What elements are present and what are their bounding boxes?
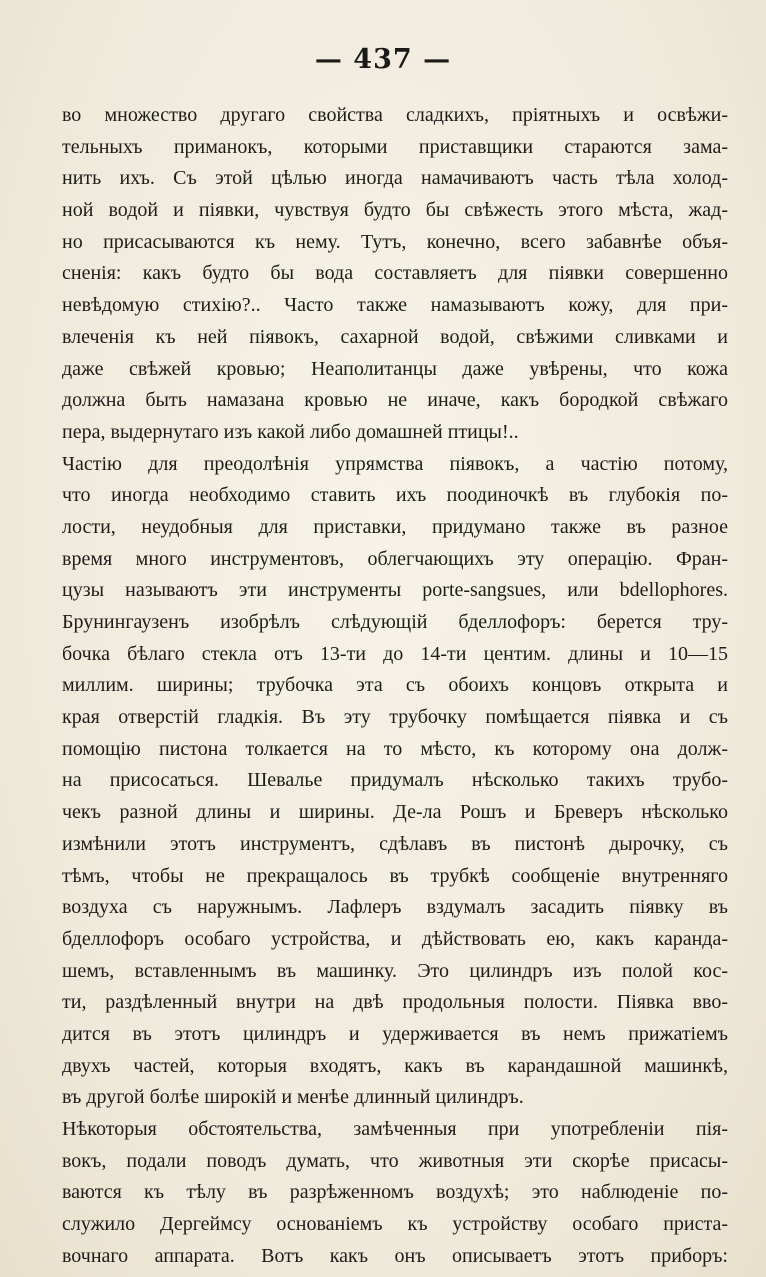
paragraph-2 [62,449,728,1114]
text-line: Брунингаузенъ изобрѣлъ слѣдующiй бделлофоръ: берется тру- [62,611,728,633]
text-line: ти, раздѣленный внутри на двѣ продольныя полости. Пiявка вво- [62,991,728,1014]
text-line: лости, неудобныя для приставки, придумано также въ разное [62,515,728,538]
text-line: помощiю пистона толкается на то мѣсто, къ которому она долж- [62,737,728,760]
text-line: Нѣкоторыя обстоятельства, замѣченныя при употребленiи пiя- [62,1118,728,1140]
text-line [62,449,728,481]
text-line: ваются къ тѣлу въ разрѣженномъ воздухѣ; это наблюденiе по- [62,1181,728,1204]
text-line: тельныхъ приманокъ, которыми приставщики стараются зама- [62,135,728,158]
text-line: шемъ, вставленнымъ въ машинку. Это цилиндръ изъ полой кос- [62,959,728,982]
paragraph-3 [62,1114,728,1272]
text-line: вокъ, подали поводъ думать, что животныя эти скорѣе присасы- [62,1149,728,1172]
text-line: края отверстiй гладкiя. Въ эту трубочку помѣщается пiявка и съ [62,706,728,729]
text-line: невѣдомую стихiю?.. Часто также намазываютъ кожу, для при- [62,294,728,317]
text-line: вочнаго аппарата. Вотъ какъ онъ описываетъ этотъ приборъ: [62,1244,728,1267]
text-line: дится въ этотъ цилиндръ и удерживается въ немъ прижатiемъ [62,1022,728,1045]
text-line: должна быть намазана кровью не иначе, какъ бородкой свѣжаго [62,389,728,412]
text-line: измѣнили этотъ инструментъ, сдѣлавъ въ пистонѣ дырочку, съ [62,832,728,855]
text-line-content: Частiю для преодолѣнiя упрямства пiявокъ, а частiю потому, [62,452,728,475]
body-text [62,100,728,1272]
text-line: служило Дергеймсу основанiемъ къ устройству особаго приста- [62,1213,728,1236]
text-line: сненiя: какъ будто бы вода составляетъ для пiявки совершенно [62,262,728,285]
text-line: бочка бѣлаго стекла отъ 13-ти до 14-ти центим. длины и 10—15 [62,642,728,665]
text-line: даже свѣжей кровью; Неаполитанцы даже увѣрены, что кожа [62,357,728,380]
text-line: что иногда необходимо ставить ихъ поодиночкѣ въ глубокiя по- [62,484,728,507]
paragraph-1 [62,100,728,449]
text-line: цузы называютъ эти инструменты porte-sangsues, или bdellophores. [62,579,728,602]
text-line: во множество другаго свойства сладкихъ, прiятныхъ и освѣжи- [62,104,728,126]
text-line: ной водой и пiявки, чувствуя будто бы свѣжесть этого мѣста, жад- [62,199,728,222]
text-line: воздуха съ наружнымъ. Лафлеръ вздумалъ засадить пiявку въ [62,896,728,919]
text-line: двухъ частей, которыя входятъ, какъ въ карандашной машинкѣ, [62,1054,728,1077]
text-line: тѣмъ, чтобы не прекращалось въ трубкѣ сообщенiе внутренняго [62,864,728,887]
text-line: на присосаться. Шевалье придумалъ нѣсколько такихъ трубо- [62,769,728,792]
text-line: но присасываются къ нему. Тутъ, конечно, всего забавнѣе объя- [62,230,728,253]
text-line: въ другой болѣе широкiй и менѣе длинный цилиндръ. [62,1086,524,1109]
page-number: — 437 — [314,44,452,75]
text-line: время много инструментовъ, облегчающихъ эту операцiю. Фран- [62,547,728,570]
text-line: нить ихъ. Съ этой цѣлью иногда намачиваютъ часть тѣла холод- [62,167,728,190]
text-line: пера, выдернутаго изъ какой либо домашней птицы!.. [62,420,519,443]
text-line: миллим. ширины; трубочка эта съ обоихъ концовъ открыта и [62,674,728,697]
text-line: бделлофоръ особаго устройства, и дѣйствовать ею, какъ каранда- [62,927,728,950]
text-line: чекъ разной длины и ширины. Де-ла Рошъ и Бреверъ нѣсколько [62,801,728,824]
text-line: влеченiя къ ней пiявокъ, сахарной водой, свѣжими сливками и [62,325,728,348]
